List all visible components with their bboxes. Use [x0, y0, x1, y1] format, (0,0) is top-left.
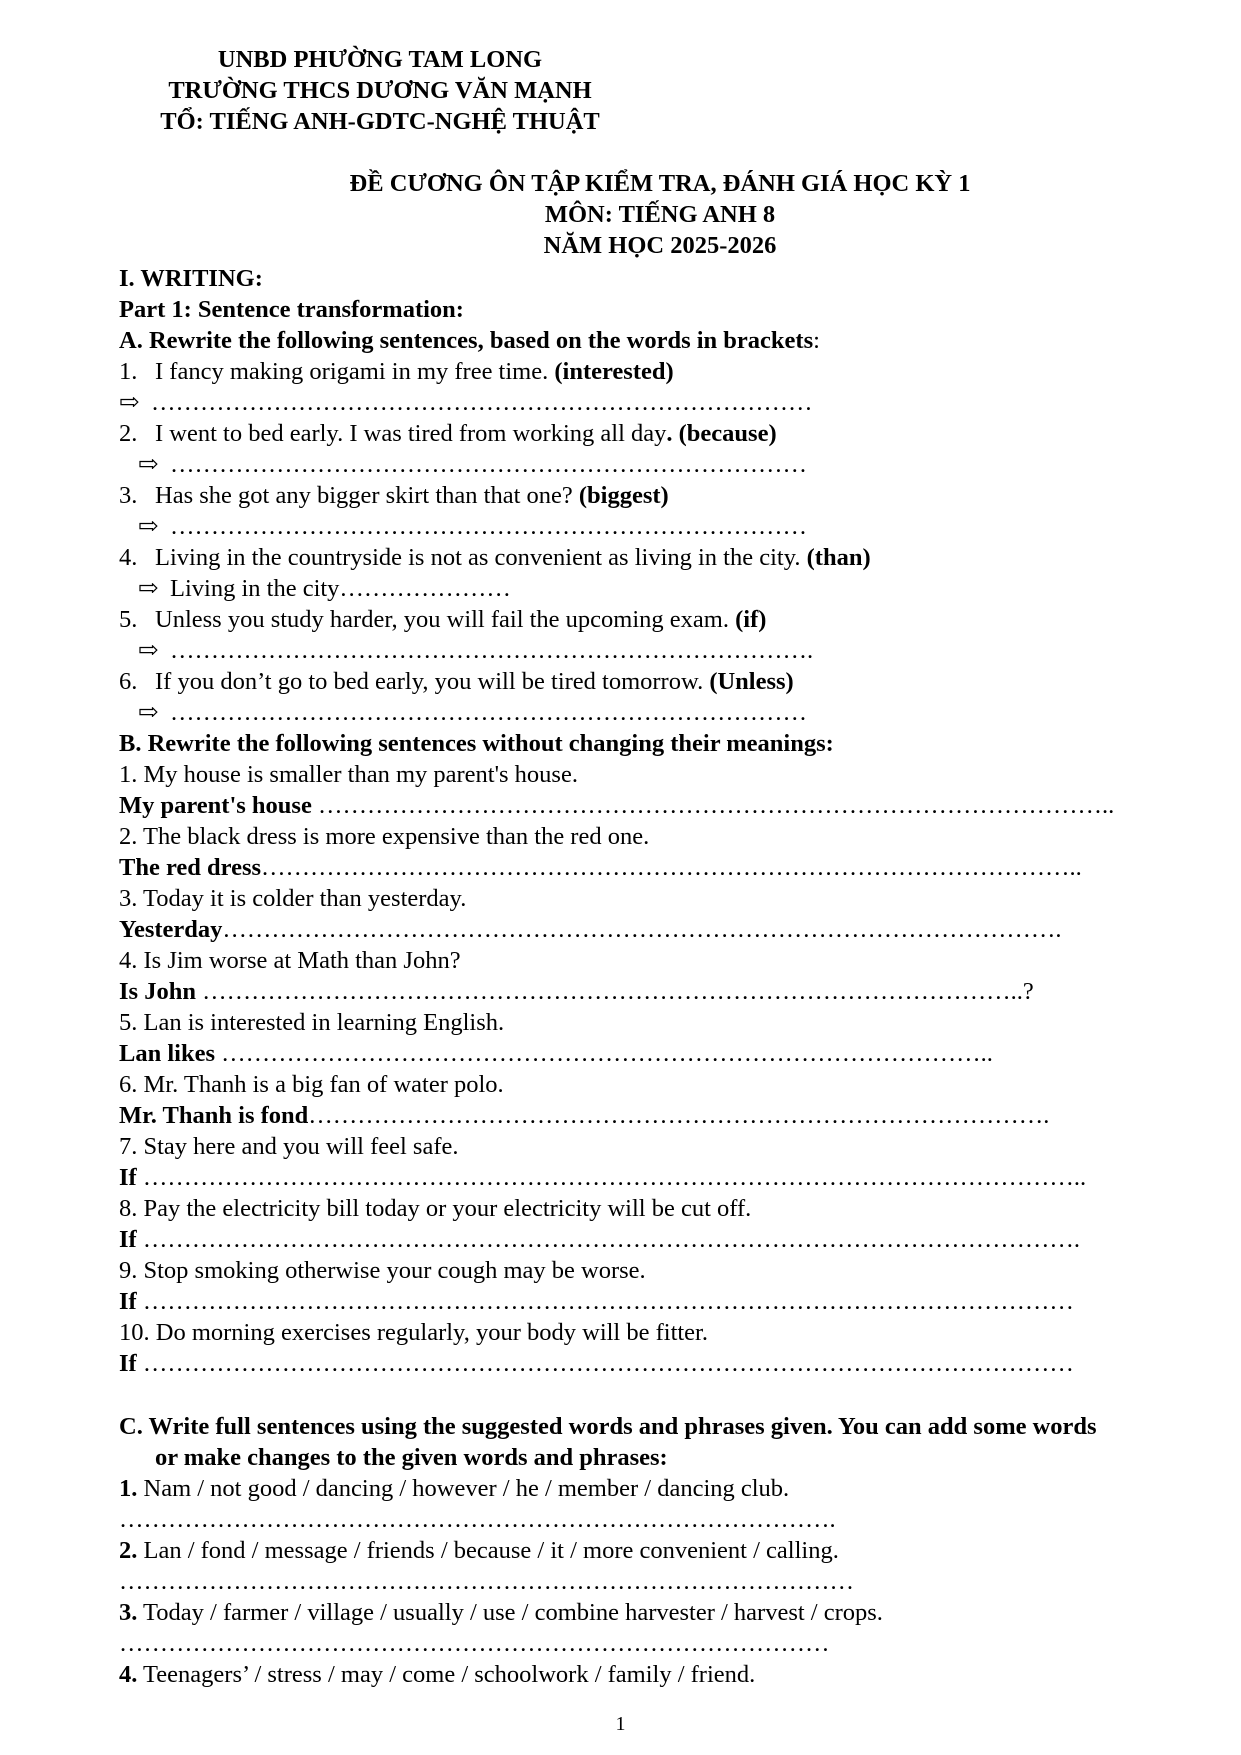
question-b7: 7. Stay here and you will feel safe. — [119, 1133, 459, 1160]
question-c1 — [119, 1473, 789, 1504]
question-text: Lan / fond / message / friends / because / it / more convenient / calling. — [137, 1537, 839, 1564]
question-hint: . (because) — [666, 420, 777, 447]
answer-starter: The red dress — [119, 854, 262, 881]
answer-dots: ……………………………………………………………………………………….. — [261, 854, 1082, 881]
question-b8: 8. Pay the electricity bill today or your electricity will be cut off. — [119, 1195, 752, 1222]
part-heading: Part 1: Sentence transformation: — [119, 296, 464, 323]
answer-line-b2 — [119, 852, 1082, 883]
right-arrow-icon: ⇨ — [138, 637, 159, 664]
answer-starter: If — [119, 1164, 137, 1191]
question-c3 — [119, 1597, 883, 1628]
answer-dots: …………………………………………………………………………………….. — [311, 792, 1115, 819]
question-b9: 9. Stop smoking otherwise your cough may be worse. — [119, 1257, 646, 1284]
answer-line-a5 — [138, 635, 813, 666]
question-number: 3. — [119, 1599, 138, 1626]
question-a1 — [119, 356, 674, 387]
answer-line-b8 — [119, 1224, 1080, 1255]
part-c-heading: C. Write full sentences using the suggested words and phrases given. You can add some words — [119, 1413, 1097, 1440]
question-a5 — [119, 604, 766, 635]
question-hint: (than) — [806, 544, 871, 571]
question-text: If you don’t go to bed early, you will be tired tomorrow. — [155, 668, 704, 695]
answer-line-c2: ……………………………………………………………………………… — [119, 1568, 854, 1595]
answer-line-c3: …………………………………………………………………………… — [119, 1630, 830, 1657]
question-a6 — [119, 666, 794, 697]
question-b1: 1. My house is smaller than my parent's house. — [119, 761, 578, 788]
answer-starter: Is John — [119, 978, 196, 1005]
doc-school-year: NĂM HỌC 2025-2026 — [543, 232, 777, 259]
question-number: 1. — [119, 358, 138, 385]
part-a-heading-text: A. Rewrite the following sentences, based on the words in brackets — [119, 327, 814, 354]
answer-dots: …………………………………………………………………… — [170, 699, 807, 726]
question-number: 4. — [119, 544, 138, 571]
question-number: 2. — [119, 420, 138, 447]
part-a-heading — [119, 325, 820, 356]
right-arrow-icon: ⇨ — [138, 575, 159, 602]
answer-line-a6 — [138, 697, 807, 728]
section-heading: I. WRITING: — [119, 265, 263, 292]
question-b10: 10. Do morning exercises regularly, your body will be fitter. — [119, 1319, 708, 1346]
question-a3 — [119, 480, 669, 511]
answer-line-b6 — [119, 1100, 1049, 1131]
answer-line-b5 — [119, 1038, 993, 1069]
answer-dots: …………………………………………………………………………………………………… — [136, 1350, 1074, 1377]
page-number: 1 — [615, 1713, 626, 1735]
question-number: 4. — [119, 1661, 138, 1688]
question-hint: (biggest) — [578, 482, 669, 509]
answer-line-a2 — [138, 449, 807, 480]
answer-starter: Mr. Thanh is fond — [119, 1102, 309, 1129]
part-c-heading-cont: or make changes to the given words and phrases: — [155, 1444, 668, 1471]
part-a-heading-colon: : — [813, 327, 820, 354]
question-text: Teenagers’ / stress / may / come / schoolwork / family / friend. — [137, 1661, 756, 1688]
school-authority: UNBD PHƯỜNG TAM LONG — [217, 46, 543, 73]
answer-dots: Living in the city………………… — [170, 575, 511, 602]
answer-starter: Lan likes — [119, 1040, 215, 1067]
doc-subject: MÔN: TIẾNG ANH 8 — [544, 201, 776, 228]
answer-dots: …………………………………………………………………………………………………….. — [136, 1164, 1087, 1191]
answer-line-a1 — [119, 387, 813, 418]
answer-dots: ………………………………………………………………………………………..? — [195, 978, 1034, 1005]
question-b2: 2. The black dress is more expensive than the red one. — [119, 823, 650, 850]
question-text: Living in the countryside is not as convenient as living in the city. — [155, 544, 801, 571]
right-arrow-icon: ⇨ — [138, 699, 159, 726]
department: TỔ: TIẾNG ANH-GDTC-NGHỆ THUẬT — [160, 108, 600, 135]
question-text: I went to bed early. I was tired from working all day — [155, 420, 667, 447]
answer-dots: ……………………………………………………………………… — [151, 389, 813, 416]
answer-dots: ………………………………………………………………………………….. — [215, 1040, 993, 1067]
question-text: I fancy making origami in my free time. — [155, 358, 549, 385]
question-a4 — [119, 542, 871, 573]
answer-dots: …………………………………………………………………… — [170, 513, 807, 540]
answer-line-b3 — [119, 914, 1062, 945]
answer-line-b4 — [119, 976, 1034, 1007]
question-hint: (Unless) — [709, 668, 794, 695]
question-b4: 4. Is Jim worse at Math than John? — [119, 947, 461, 974]
answer-dots: …………………………………………………………………………………………. — [222, 916, 1062, 943]
answer-starter: If — [119, 1350, 137, 1377]
answer-line-a4 — [138, 573, 511, 604]
question-b5: 5. Lan is interested in learning English. — [119, 1009, 505, 1036]
doc-title: ĐỀ CƯƠNG ÔN TẬP KIỂM TRA, ĐÁNH GIÁ HỌC KỲ 1 — [349, 170, 971, 197]
answer-line-b10 — [119, 1348, 1074, 1379]
question-text: Has she got any bigger skirt than that one? — [155, 482, 573, 509]
question-number: 5. — [119, 606, 138, 633]
question-c2 — [119, 1535, 839, 1566]
part-b-heading: B. Rewrite the following sentences without changing their meanings: — [119, 730, 834, 757]
right-arrow-icon: ⇨ — [138, 451, 159, 478]
right-arrow-icon: ⇨ — [138, 513, 159, 540]
question-c4 — [119, 1659, 755, 1690]
question-hint: (if) — [735, 606, 767, 633]
school-name: TRƯỜNG THCS DƯƠNG VĂN MẠNH — [168, 77, 592, 104]
question-hint: (interested) — [554, 358, 674, 385]
answer-starter: My parent's house — [119, 792, 312, 819]
question-b6: 6. Mr. Thanh is a big fan of water polo. — [119, 1071, 504, 1098]
right-arrow-icon: ⇨ — [119, 389, 140, 416]
answer-dots: …………………………………………………………………………………………………… — [136, 1288, 1074, 1315]
answer-dots: …………………………………………………………………… — [170, 451, 807, 478]
answer-line-b9 — [119, 1286, 1074, 1317]
answer-starter: Yesterday — [119, 916, 223, 943]
answer-line-b1 — [119, 790, 1114, 821]
question-text: Nam / not good / dancing / however / he / member / dancing club. — [137, 1475, 790, 1502]
question-number: 3. — [119, 482, 138, 509]
answer-starter: If — [119, 1226, 137, 1253]
answer-dots: ………………………………………………………………………………. — [308, 1102, 1050, 1129]
question-a2 — [119, 418, 777, 449]
answer-dots: ……………………………………………………………………. — [170, 637, 814, 664]
question-text: Today / farmer / village / usually / use / combine harvester / harvest / crops. — [137, 1599, 883, 1626]
question-number: 2. — [119, 1537, 138, 1564]
answer-line-c1: ……………………………………………………………………………. — [119, 1506, 836, 1533]
answer-line-a3 — [138, 511, 807, 542]
question-number: 6. — [119, 668, 138, 695]
question-number: 1. — [119, 1475, 138, 1502]
answer-dots: ……………………………………………………………………………………………………. — [136, 1226, 1080, 1253]
question-b3: 3. Today it is colder than yesterday. — [119, 885, 467, 912]
answer-starter: If — [119, 1288, 137, 1315]
question-text: Unless you study harder, you will fail the upcoming exam. — [155, 606, 729, 633]
answer-line-b7 — [119, 1162, 1086, 1193]
